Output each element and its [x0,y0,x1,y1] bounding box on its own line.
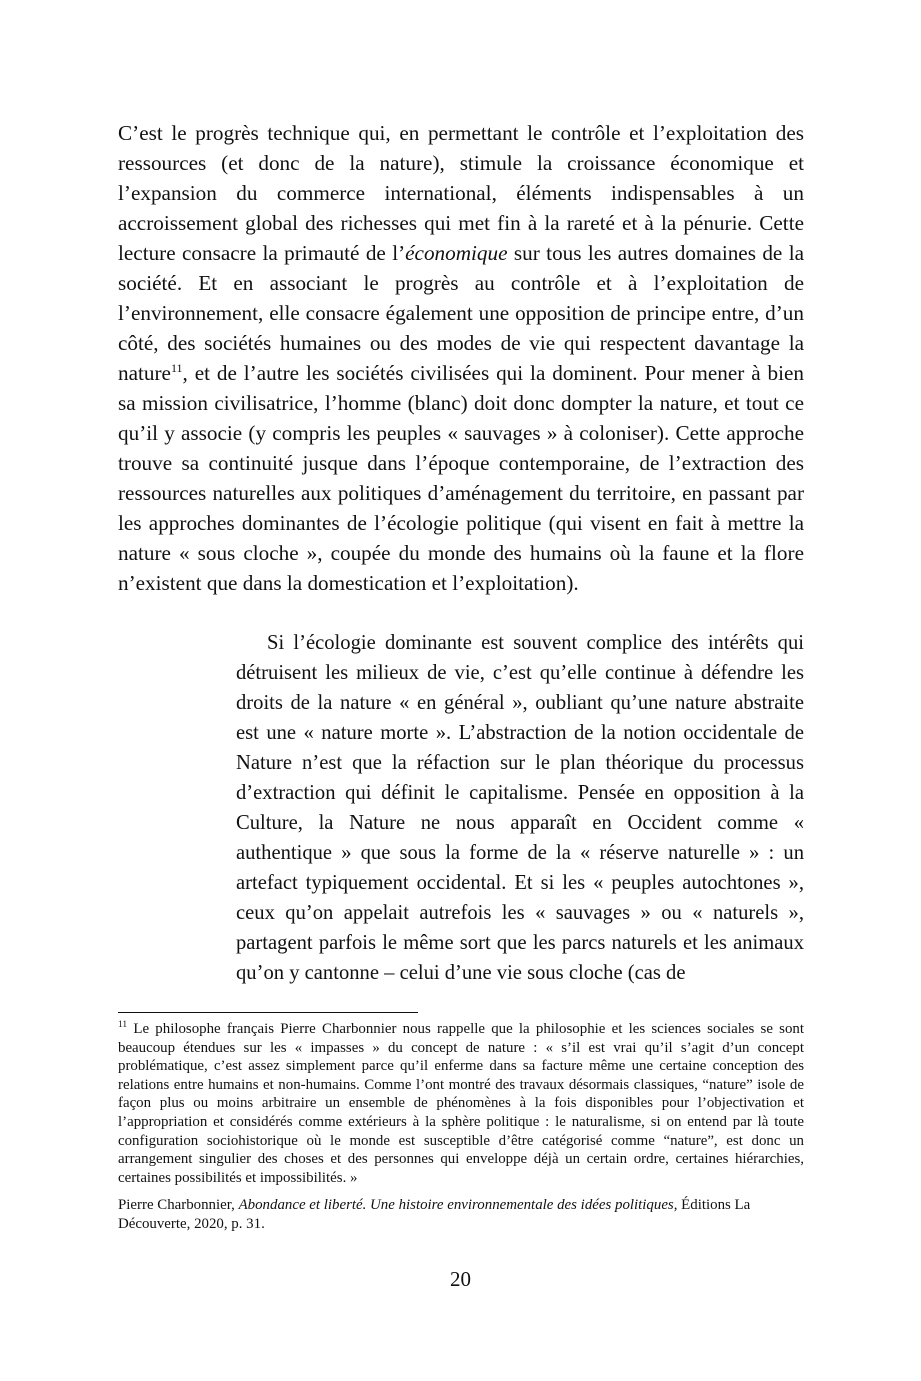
main-paragraph [118,118,804,598]
footnote-reference[interactable]: 11 [170,360,183,375]
block-quote: Si l’écologie dominante est souvent complice des intérêts qui détruisent les milieux de vie, c’est qu’elle continue à défendre les droits de la nature « en général », oubliant qu’une nature abstraite est une « nature morte ». L’abstraction de la notion occidentale de Nature n’est que la réfaction sur le plan théorique du processus d’extraction qui définit le capitalisme. Pensée en opposition à la Culture, la Nature ne nous apparaît en Occident comme « authentique » que sous la forme de la « réserve naturelle » : un artefact typiquement occidental. Et si les « peuples autochtones », ceux qu’on appelait autrefois les « sauvages » ou « naturels », partagent parfois le même sort que les parcs naturels et les animaux qu’on y cantonne – celui d’une vie sous cloche (cas de [236,632,804,984]
source-publisher: , Éditions La Découverte, 2020, p. 31. [118,1197,751,1232]
main-paragraph-part-3: , et de l’autre les sociétés civilisées qui la dominent. Pour mener à bien sa mission civilisatrice, l’homme (blanc) doit donc dompter la nature, et tout ce qu’il y associe (y compris les peuples « sauvages » à coloniser). Cette approche trouve sa continuité jusque dans l’époque contemporaine, de l’extraction des ressources naturelles aux politiques d’aménagement du territoire, en passant par les approches dominantes de l’écologie politique (qui visent en fait à mettre la nature « sous cloche », coupée du monde des humains où la faune et la flore n’existent que dans la domestication et l’exploitation). [118,361,804,595]
footnote-separator [118,1012,418,1013]
page-number: 20 [450,1267,471,1291]
emphasis-economique: économique [405,241,508,265]
footnote-source [118,1196,804,1233]
source-author: Pierre Charbonnier, [118,1197,239,1213]
footnote-text: Le philosophe français Pierre Charbonnier nous rappelle que la philosophie et les sciences sociales se sont beaucoup étendues sur les « impasses » du concept de nature : « s’il est vrai qu’il s’agit d’un concept problématique, c’est assez simplement parce qu’il enferme dans sa facture même une certaine conception des relations entre humains et non-humains. Comme l’ont montré des travaux désormais classiques, “nature” isole de façon plus ou moins arbitraire un ensemble de phénomènes à la fois disponibles pour l’objectivation et l’appropriation et considérés comme extérieurs à la sphère politique : le naturalisme, si on entend par là toute configuration sociohistorique où le monde est susceptible d’être catégorisé comme “nature”, est donc un arrangement singulier des choses et des personnes qui enveloppe déjà un certain ordre, certaines hiérarchies, certaines possibilités et impossibilités. » [118,1021,804,1186]
main-paragraph-part-1: C’est le progrès technique qui, en permettant le contrôle et l’exploitation des ressources (et donc de la nature), stimule la croissance économique et l’expansion du commerce international, éléments indispensables à un accroissement global des richesses qui met fin à la rareté et à la pénurie. Cette lecture consacre la primauté de l’ [118,121,804,265]
main-paragraph-part-2: sur tous les autres domaines de la société. Et en associant le progrès au contrôle et à l’exploitation de l’environnement, elle consacre également une opposition de principe entre, d’un côté, des sociétés humaines ou des modes de vie qui respectent davantage la nature [118,241,804,385]
footnote-number: 11 [118,1020,128,1031]
source-title: Abondance et liberté. Une histoire environnementale des idées politiques [238,1197,674,1213]
footnote-11 [118,1020,804,1187]
